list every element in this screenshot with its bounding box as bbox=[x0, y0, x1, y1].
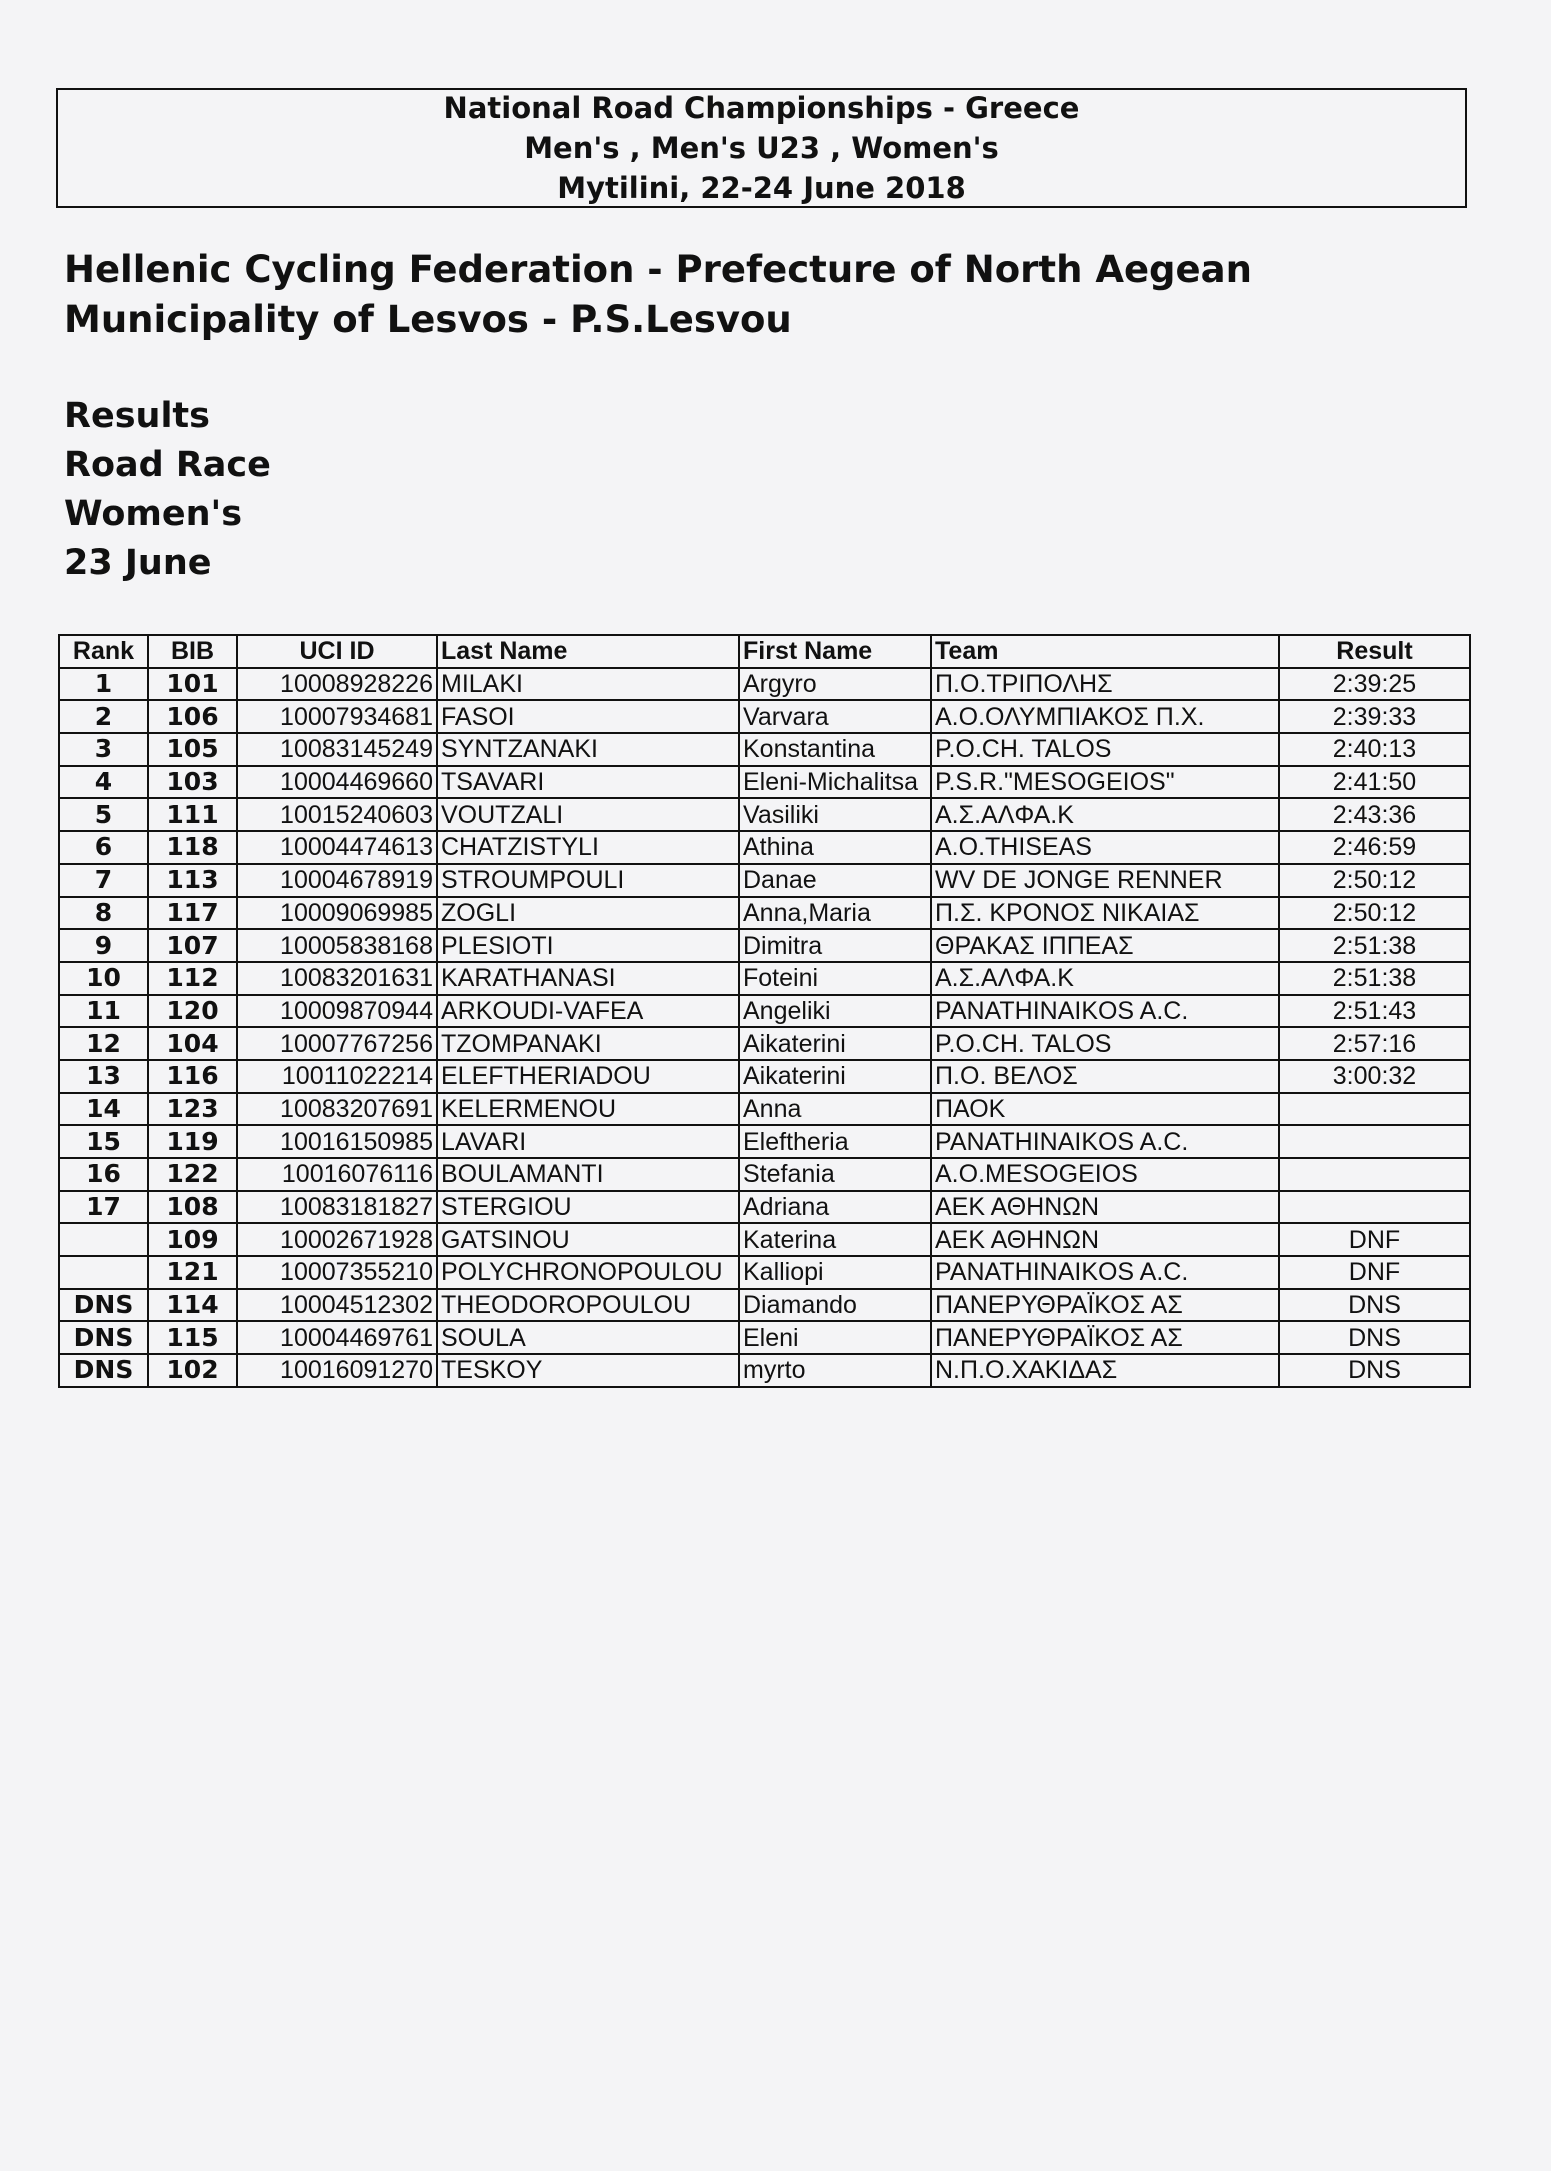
table-row bbox=[59, 864, 1470, 897]
event-category: Women's bbox=[64, 494, 243, 534]
first-name-cell: Argyro bbox=[739, 668, 931, 701]
last-name-cell: PLESIOTI bbox=[437, 929, 739, 962]
result-cell: 2:41:50 bbox=[1279, 766, 1470, 799]
table-row bbox=[59, 962, 1470, 995]
team-cell: P.O.CH. TALOS bbox=[931, 1027, 1279, 1060]
first-name-cell: Varvara bbox=[739, 700, 931, 733]
bib-cell: 101 bbox=[148, 668, 237, 701]
last-name-cell: TZOMPANAKI bbox=[437, 1027, 739, 1060]
table-row bbox=[59, 1093, 1470, 1126]
result-cell bbox=[1279, 1125, 1470, 1158]
table-row bbox=[59, 668, 1470, 701]
last-name-cell: KELERMENOU bbox=[437, 1093, 739, 1126]
first-name-cell: Athina bbox=[739, 831, 931, 864]
last-name-cell: VOUTZALI bbox=[437, 798, 739, 831]
result-cell: DNF bbox=[1279, 1256, 1470, 1289]
uci-id-cell: 10009870944 bbox=[237, 995, 437, 1028]
uci-id-cell: 10004469660 bbox=[237, 766, 437, 799]
result-cell: 2:39:25 bbox=[1279, 668, 1470, 701]
event-info bbox=[64, 392, 271, 588]
rank-cell bbox=[59, 1223, 148, 1256]
result-cell: DNS bbox=[1279, 1289, 1470, 1322]
rank-cell: 15 bbox=[59, 1125, 148, 1158]
result-cell: 2:50:12 bbox=[1279, 897, 1470, 930]
team-cell: ΠΑΝΕΡΥΘΡΑΪΚΟΣ ΑΣ bbox=[931, 1321, 1279, 1354]
table-row bbox=[59, 1125, 1470, 1158]
event-title: Results bbox=[64, 396, 210, 436]
last-name-cell: SOULA bbox=[437, 1321, 739, 1354]
uci-id-cell: 10009069985 bbox=[237, 897, 437, 930]
rank-cell: 3 bbox=[59, 733, 148, 766]
rank-cell: 10 bbox=[59, 962, 148, 995]
rank-cell: 13 bbox=[59, 1060, 148, 1093]
bib-cell: 112 bbox=[148, 962, 237, 995]
table-row bbox=[59, 1289, 1470, 1322]
first-name-cell: Eleftheria bbox=[739, 1125, 931, 1158]
col-header-result: Result bbox=[1279, 635, 1470, 668]
rank-cell: DNS bbox=[59, 1321, 148, 1354]
uci-id-cell: 10004512302 bbox=[237, 1289, 437, 1322]
last-name-cell: CHATZISTYLI bbox=[437, 831, 739, 864]
team-cell: ΘΡΑΚΑΣ ΙΠΠΕΑΣ bbox=[931, 929, 1279, 962]
table-row bbox=[59, 929, 1470, 962]
last-name-cell: ARKOUDI-VAFEA bbox=[437, 995, 739, 1028]
team-cell: P.O.CH. TALOS bbox=[931, 733, 1279, 766]
uci-id-cell: 10004474613 bbox=[237, 831, 437, 864]
bib-cell: 104 bbox=[148, 1027, 237, 1060]
result-cell: 2:43:36 bbox=[1279, 798, 1470, 831]
last-name-cell: STERGIOU bbox=[437, 1191, 739, 1224]
table-row bbox=[59, 1027, 1470, 1060]
team-cell: ΑΕΚ ΑΘΗΝΩΝ bbox=[931, 1191, 1279, 1224]
result-cell: 2:51:43 bbox=[1279, 995, 1470, 1028]
header-categories: Men's , Men's U23 , Women's bbox=[524, 131, 999, 165]
uci-id-cell: 10007355210 bbox=[237, 1256, 437, 1289]
uci-id-cell: 10011022214 bbox=[237, 1060, 437, 1093]
bib-cell: 105 bbox=[148, 733, 237, 766]
last-name-cell: LAVARI bbox=[437, 1125, 739, 1158]
result-cell bbox=[1279, 1158, 1470, 1191]
event-date: 23 June bbox=[64, 543, 212, 583]
uci-id-cell: 10015240603 bbox=[237, 798, 437, 831]
rank-cell bbox=[59, 1256, 148, 1289]
organizers-line-2: Municipality of Lesvos - P.S.Lesvou bbox=[64, 298, 792, 341]
bib-cell: 121 bbox=[148, 1256, 237, 1289]
bib-cell: 108 bbox=[148, 1191, 237, 1224]
first-name-cell: Kalliopi bbox=[739, 1256, 931, 1289]
result-cell: 2:57:16 bbox=[1279, 1027, 1470, 1060]
team-cell: Π.Ο.ΤΡΙΠΟΛΗΣ bbox=[931, 668, 1279, 701]
rank-cell: 8 bbox=[59, 897, 148, 930]
col-header-uci-id: UCI ID bbox=[237, 635, 437, 668]
result-cell: DNF bbox=[1279, 1223, 1470, 1256]
bib-cell: 117 bbox=[148, 897, 237, 930]
team-cell: ΠΑΟΚ bbox=[931, 1093, 1279, 1126]
header-location-date: Mytilini, 22-24 June 2018 bbox=[557, 171, 966, 205]
last-name-cell: BOULAMANTI bbox=[437, 1158, 739, 1191]
team-cell: Α.Σ.ΑΛΦΑ.Κ bbox=[931, 962, 1279, 995]
uci-id-cell: 10007767256 bbox=[237, 1027, 437, 1060]
organizers bbox=[64, 245, 1252, 345]
table-row bbox=[59, 1256, 1470, 1289]
bib-cell: 123 bbox=[148, 1093, 237, 1126]
uci-id-cell: 10016076116 bbox=[237, 1158, 437, 1191]
team-cell: ΠΑΝΕΡΥΘΡΑΪΚΟΣ ΑΣ bbox=[931, 1289, 1279, 1322]
table-row bbox=[59, 700, 1470, 733]
table-row bbox=[59, 1060, 1470, 1093]
rank-cell: DNS bbox=[59, 1354, 148, 1387]
team-cell: A.O.THISEAS bbox=[931, 831, 1279, 864]
rank-cell: 7 bbox=[59, 864, 148, 897]
bib-cell: 103 bbox=[148, 766, 237, 799]
bib-cell: 114 bbox=[148, 1289, 237, 1322]
bib-cell: 120 bbox=[148, 995, 237, 1028]
result-cell: 2:46:59 bbox=[1279, 831, 1470, 864]
table-row bbox=[59, 798, 1470, 831]
last-name-cell: MILAKI bbox=[437, 668, 739, 701]
col-header-first-name: First Name bbox=[739, 635, 931, 668]
header-title: National Road Championships - Greece bbox=[443, 91, 1080, 125]
uci-id-cell: 10016150985 bbox=[237, 1125, 437, 1158]
uci-id-cell: 10005838168 bbox=[237, 929, 437, 962]
first-name-cell: Vasiliki bbox=[739, 798, 931, 831]
result-cell: 2:39:33 bbox=[1279, 700, 1470, 733]
last-name-cell: SYNTZANAKI bbox=[437, 733, 739, 766]
uci-id-cell: 10002671928 bbox=[237, 1223, 437, 1256]
rank-cell: 11 bbox=[59, 995, 148, 1028]
first-name-cell: Anna,Maria bbox=[739, 897, 931, 930]
table-row bbox=[59, 1223, 1470, 1256]
team-cell: A.O.MESOGEIOS bbox=[931, 1158, 1279, 1191]
result-cell bbox=[1279, 1093, 1470, 1126]
rank-cell: 12 bbox=[59, 1027, 148, 1060]
last-name-cell: ELEFTHERIADOU bbox=[437, 1060, 739, 1093]
first-name-cell: myrto bbox=[739, 1354, 931, 1387]
team-cell: Π.Ο. ΒΕΛΟΣ bbox=[931, 1060, 1279, 1093]
uci-id-cell: 10083145249 bbox=[237, 733, 437, 766]
first-name-cell: Angeliki bbox=[739, 995, 931, 1028]
first-name-cell: Eleni bbox=[739, 1321, 931, 1354]
first-name-cell: Foteini bbox=[739, 962, 931, 995]
rank-cell: 4 bbox=[59, 766, 148, 799]
team-cell: Π.Σ. ΚΡΟΝΟΣ ΝΙΚΑΙΑΣ bbox=[931, 897, 1279, 930]
table-row bbox=[59, 897, 1470, 930]
rank-cell: 17 bbox=[59, 1191, 148, 1224]
last-name-cell: KARATHANASI bbox=[437, 962, 739, 995]
organizers-line-1: Hellenic Cycling Federation - Prefecture of North Aegean bbox=[64, 248, 1252, 291]
col-header-bib: BIB bbox=[148, 635, 237, 668]
team-cell: PANATHINAIKOS A.C. bbox=[931, 1256, 1279, 1289]
team-cell: Ν.Π.Ο.ΧΑΚΙΔΑΣ bbox=[931, 1354, 1279, 1387]
bib-cell: 102 bbox=[148, 1354, 237, 1387]
uci-id-cell: 10004469761 bbox=[237, 1321, 437, 1354]
rank-cell: 14 bbox=[59, 1093, 148, 1126]
team-cell: P.S.R."MESOGEIOS" bbox=[931, 766, 1279, 799]
last-name-cell: STROUMPOULI bbox=[437, 864, 739, 897]
table-row bbox=[59, 995, 1470, 1028]
results-body bbox=[59, 668, 1470, 1387]
table-row bbox=[59, 1158, 1470, 1191]
bib-cell: 119 bbox=[148, 1125, 237, 1158]
bib-cell: 118 bbox=[148, 831, 237, 864]
rank-cell: 9 bbox=[59, 929, 148, 962]
first-name-cell: Aikaterini bbox=[739, 1027, 931, 1060]
last-name-cell: ZOGLI bbox=[437, 897, 739, 930]
uci-id-cell: 10083207691 bbox=[237, 1093, 437, 1126]
result-cell: 2:51:38 bbox=[1279, 962, 1470, 995]
result-cell: 2:51:38 bbox=[1279, 929, 1470, 962]
bib-cell: 116 bbox=[148, 1060, 237, 1093]
rank-cell: 1 bbox=[59, 668, 148, 701]
event-race: Road Race bbox=[64, 445, 271, 485]
uci-id-cell: 10008928226 bbox=[237, 668, 437, 701]
first-name-cell: Aikaterini bbox=[739, 1060, 931, 1093]
team-cell: ΑΕΚ ΑΘΗΝΩΝ bbox=[931, 1223, 1279, 1256]
col-header-team: Team bbox=[931, 635, 1279, 668]
bib-cell: 111 bbox=[148, 798, 237, 831]
first-name-cell: Konstantina bbox=[739, 733, 931, 766]
first-name-cell: Dimitra bbox=[739, 929, 931, 962]
bib-cell: 107 bbox=[148, 929, 237, 962]
result-cell: DNS bbox=[1279, 1354, 1470, 1387]
last-name-cell: TSAVARI bbox=[437, 766, 739, 799]
team-cell: Α.Ο.ΟΛΥΜΠΙΑΚΟΣ Π.Χ. bbox=[931, 700, 1279, 733]
result-cell: DNS bbox=[1279, 1321, 1470, 1354]
first-name-cell: Danae bbox=[739, 864, 931, 897]
last-name-cell: FASOI bbox=[437, 700, 739, 733]
col-header-rank: Rank bbox=[59, 635, 148, 668]
rank-cell: DNS bbox=[59, 1289, 148, 1322]
results-table bbox=[58, 634, 1471, 1388]
result-cell: 3:00:32 bbox=[1279, 1060, 1470, 1093]
last-name-cell: THEODOROPOULOU bbox=[437, 1289, 739, 1322]
last-name-cell: POLYCHRONOPOULOU bbox=[437, 1256, 739, 1289]
team-cell: WV DE JONGE RENNER bbox=[931, 864, 1279, 897]
team-cell: PANATHINAIKOS A.C. bbox=[931, 995, 1279, 1028]
rank-cell: 2 bbox=[59, 700, 148, 733]
team-cell: Α.Σ.ΑΛΦΑ.Κ bbox=[931, 798, 1279, 831]
result-cell bbox=[1279, 1191, 1470, 1224]
bib-cell: 122 bbox=[148, 1158, 237, 1191]
first-name-cell: Anna bbox=[739, 1093, 931, 1126]
uci-id-cell: 10004678919 bbox=[237, 864, 437, 897]
table-row bbox=[59, 766, 1470, 799]
result-cell: 2:50:12 bbox=[1279, 864, 1470, 897]
uci-id-cell: 10083201631 bbox=[237, 962, 437, 995]
result-cell: 2:40:13 bbox=[1279, 733, 1470, 766]
first-name-cell: Katerina bbox=[739, 1223, 931, 1256]
uci-id-cell: 10083181827 bbox=[237, 1191, 437, 1224]
last-name-cell: GATSINOU bbox=[437, 1223, 739, 1256]
first-name-cell: Stefania bbox=[739, 1158, 931, 1191]
uci-id-cell: 10007934681 bbox=[237, 700, 437, 733]
first-name-cell: Diamando bbox=[739, 1289, 931, 1322]
bib-cell: 115 bbox=[148, 1321, 237, 1354]
table-header-row bbox=[59, 635, 1470, 668]
first-name-cell: Adriana bbox=[739, 1191, 931, 1224]
table-row bbox=[59, 831, 1470, 864]
table-row bbox=[59, 1191, 1470, 1224]
last-name-cell: TESKOY bbox=[437, 1354, 739, 1387]
table-row bbox=[59, 1354, 1470, 1387]
championship-header bbox=[56, 88, 1467, 208]
table-row bbox=[59, 733, 1470, 766]
table-row bbox=[59, 1321, 1470, 1354]
rank-cell: 6 bbox=[59, 831, 148, 864]
bib-cell: 106 bbox=[148, 700, 237, 733]
rank-cell: 16 bbox=[59, 1158, 148, 1191]
bib-cell: 109 bbox=[148, 1223, 237, 1256]
rank-cell: 5 bbox=[59, 798, 148, 831]
uci-id-cell: 10016091270 bbox=[237, 1354, 437, 1387]
first-name-cell: Eleni-Michalitsa bbox=[739, 766, 931, 799]
col-header-last-name: Last Name bbox=[437, 635, 739, 668]
bib-cell: 113 bbox=[148, 864, 237, 897]
team-cell: PANATHINAIKOS A.C. bbox=[931, 1125, 1279, 1158]
